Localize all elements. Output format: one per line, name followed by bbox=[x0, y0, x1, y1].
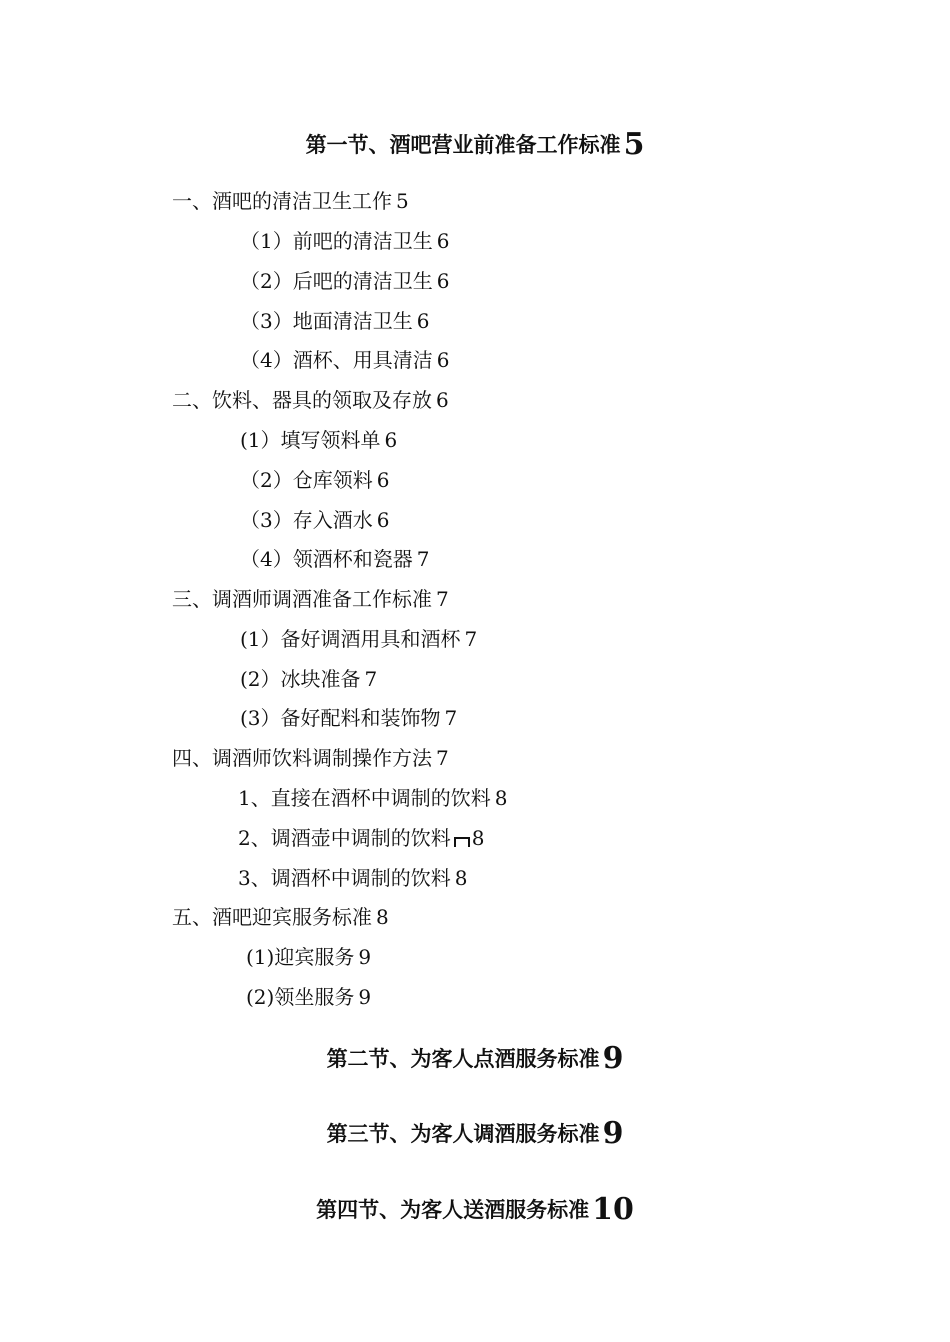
toc-item[interactable] bbox=[172, 748, 449, 768]
toc-title: （2）仓库领料 bbox=[240, 468, 373, 492]
toc-subitem[interactable] bbox=[238, 828, 484, 848]
toc-section-1[interactable] bbox=[0, 127, 950, 162]
toc-page-number: 8 bbox=[376, 905, 389, 929]
toc-page-number: 6 bbox=[376, 508, 390, 532]
toc-title: 第二节、为客人点酒服务标准 bbox=[326, 1046, 600, 1071]
toc-subitem[interactable] bbox=[240, 510, 389, 530]
toc-page-number: 6 bbox=[436, 388, 449, 412]
toc-title: (1）填写领料单 bbox=[240, 428, 381, 452]
toc-section-4[interactable] bbox=[0, 1192, 950, 1227]
toc-page-number: 9 bbox=[358, 945, 372, 969]
toc-subitem[interactable] bbox=[240, 708, 457, 728]
toc-page-number: 7 bbox=[436, 587, 449, 611]
toc-title: (2)领坐服务 bbox=[246, 985, 355, 1009]
toc-item[interactable] bbox=[172, 191, 409, 211]
toc-title: （4）领酒杯和瓷器 bbox=[240, 547, 413, 571]
toc-page-number: 7 bbox=[416, 547, 430, 571]
toc-subitem[interactable] bbox=[240, 271, 449, 291]
toc-item[interactable] bbox=[172, 390, 449, 410]
toc-item[interactable] bbox=[172, 589, 449, 609]
toc-title: 第四节、为客人送酒服务标准 bbox=[316, 1197, 590, 1222]
toc-subitem[interactable] bbox=[240, 549, 429, 569]
toc-subitem[interactable] bbox=[238, 788, 507, 808]
toc-title: 一、酒吧的清洁卫生工作 bbox=[172, 189, 392, 213]
toc-page-number: 8 bbox=[454, 866, 468, 890]
toc-title: 三、调酒师调酒准备工作标准 bbox=[172, 587, 432, 611]
toc-page-number: 9 bbox=[602, 1041, 624, 1076]
toc-subitem[interactable] bbox=[246, 987, 371, 1007]
toc-page-number: 7 bbox=[464, 627, 478, 651]
toc-title: (1）备好调酒用具和酒杯 bbox=[240, 627, 461, 651]
toc-title: 第一节、酒吧营业前准备工作标准 bbox=[305, 132, 621, 157]
toc-title: （3）地面清洁卫生 bbox=[240, 309, 413, 333]
toc-item[interactable] bbox=[172, 907, 389, 927]
toc-page-number: 10 bbox=[592, 1192, 634, 1227]
toc-page-number: 8 bbox=[471, 826, 485, 850]
toc-subitem[interactable] bbox=[240, 470, 389, 490]
toc-page-number: 6 bbox=[384, 428, 398, 452]
toc-page-number: 7 bbox=[444, 706, 458, 730]
toc-page-number: 8 bbox=[494, 786, 508, 810]
toc-title: （3）存入酒水 bbox=[240, 508, 373, 532]
toc-page-number: 6 bbox=[416, 309, 430, 333]
toc-page-number: 5 bbox=[396, 189, 409, 213]
toc-page-number: 5 bbox=[623, 127, 645, 162]
toc-subitem[interactable] bbox=[240, 430, 397, 450]
toc-subitem[interactable] bbox=[240, 311, 429, 331]
toc-section-3[interactable] bbox=[0, 1116, 950, 1151]
toc-title: 二、饮料、器具的领取及存放 bbox=[172, 388, 432, 412]
toc-title: (2）冰块准备 bbox=[240, 667, 361, 691]
toc-page-number: 9 bbox=[602, 1116, 624, 1151]
toc-page-number: 6 bbox=[436, 229, 450, 253]
toc-title: 1、直接在酒杯中调制的饮料 bbox=[238, 786, 491, 810]
toc-title: （4）酒杯、用具清洁 bbox=[240, 348, 433, 372]
toc-page-number: 9 bbox=[358, 985, 372, 1009]
toc-title: (1)迎宾服务 bbox=[246, 945, 355, 969]
toc-title: （1）前吧的清洁卫生 bbox=[240, 229, 433, 253]
toc-page-number: 7 bbox=[364, 667, 378, 691]
toc-section-2[interactable] bbox=[0, 1041, 950, 1076]
toc-subitem[interactable] bbox=[240, 350, 449, 370]
toc-subitem[interactable] bbox=[240, 669, 377, 689]
toc-subitem[interactable] bbox=[240, 231, 449, 251]
toc-page-number: 6 bbox=[376, 468, 390, 492]
toc-subitem[interactable] bbox=[240, 629, 477, 649]
toc-page-number: 6 bbox=[436, 348, 450, 372]
toc-subitem[interactable] bbox=[238, 868, 467, 888]
toc-page-number: 6 bbox=[436, 269, 450, 293]
toc-title: 3、调酒杯中调制的饮料 bbox=[238, 866, 451, 890]
toc-title: 第三节、为客人调酒服务标准 bbox=[326, 1121, 600, 1146]
toc-title: 四、调酒师饮料调制操作方法 bbox=[172, 746, 432, 770]
toc-title: 2、调酒壶中调制的饮料 bbox=[238, 826, 451, 850]
toc-page-number: 7 bbox=[436, 746, 449, 770]
stray-mark bbox=[454, 837, 470, 847]
toc-subitem[interactable] bbox=[246, 947, 371, 967]
toc-title: 五、酒吧迎宾服务标准 bbox=[172, 905, 372, 929]
toc-title: （2）后吧的清洁卫生 bbox=[240, 269, 433, 293]
toc-title: (3）备好配料和装饰物 bbox=[240, 706, 441, 730]
